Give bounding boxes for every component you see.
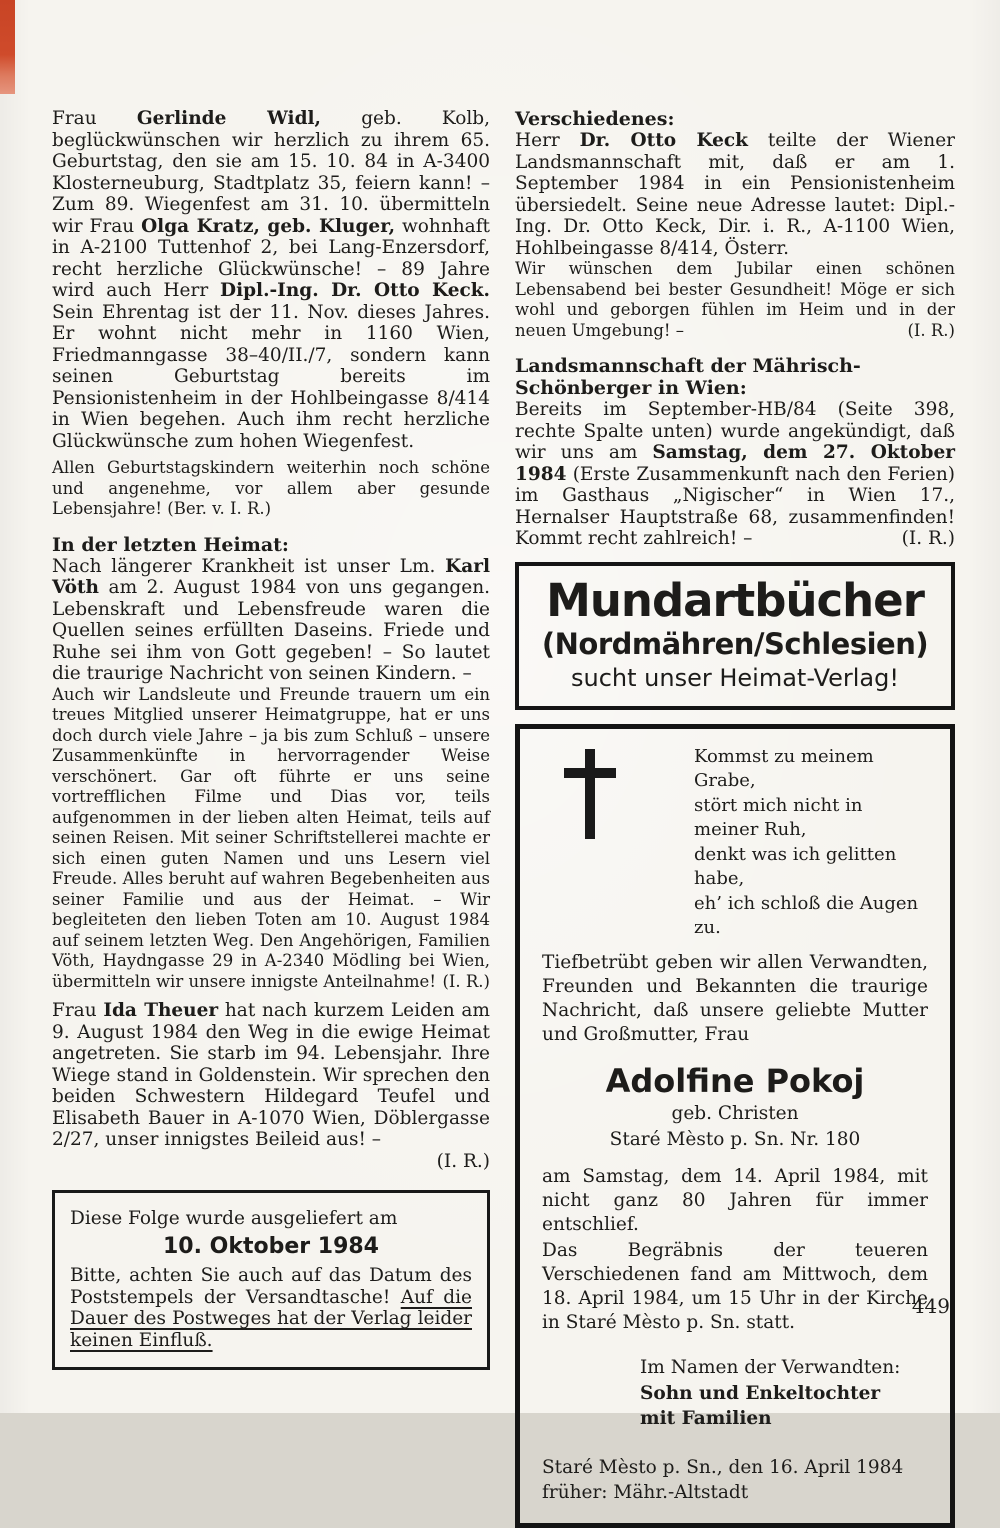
obituary-intro: Tiefbetrübt geben wir allen Verwandten, Freunden und Bekannten die traurige Nachricht, daß unsere geliebte Mutter und Großmutter, Frau [542,951,928,1045]
paragraph-meeting-announcement: Bereits im September-HB/84 (Seite 398, rechte Spalte unten) wurde angekündigt, daß wir uns am Samstag, dem 27. Oktober 1984 (Erste Zusammenkunft nach den Ferien) im Gasthaus „Nigischer“ in Wien 17., Hernalser Hauptstraße 68, zusammenfinden! Kommt recht zahlreich! – [515,399,955,549]
paragraph-birthday-announcements: Frau Gerlinde Widl, geb. Kolb, beglückwünschen wir herzlich zu ihrem 65. Geburtstag, den sie am 15. 10. 84 in A-3400 Klosterneuburg, Stadtplatz 35, feiern kann! – Zum 89. Wiegenfest am 31. 10. übermitteln wir Frau Olga Kratz, geb. Kluger, wohnhaft in A-2100 Tuttenhof 2, bei Lang-Enzersdorf, recht herzliche Glückwünsche! – 89 Jahre wird auch Herr Dipl.-Ing. Dr. Otto Keck. Sein Ehrentag ist der 11. Nov. dieses Jahres. Er wohnt nicht mehr in 1160 Wien, Friedmanngasse 38–40/II./7, sondern kann seinen Geburtstag bereits im Pensionistenheim in der Hohlbeingasse 8/414 in Wien begehen. Auch ihm recht herzliche Glückwünsche zum hohen Wiegenfest. [52,108,490,452]
latin-cross-icon [564,749,616,839]
obituary-place-date [542,1455,928,1505]
paragraph-karl-voeth-detail: Auch wir Landsleute und Freunde trauern um ein treues Mitglied unserer Heimatgruppe, hat er uns doch durch viele Jahre – ja bis zum Schluß – unsere Zusammenkünfte in hervorragender Weise verschönert. Gar oft führte er uns seine vortrefflichen Filme und Dias vor, teils aufgenommen in der lieben alten Heimat, teils auf seinen Reisen. Mit seiner Schriftstellerei machte er sich einen guten Namen und uns Lesern viel Freude. Alles beruht auf wahren Begebenheiten aus seiner Familie und aus der Heimat. – Wir begleiteten den lieben Toten am 10. August 1984 auf seinem letzten Weg. Den Angehörigen, Familien Vöth, Haydngasse 29 in A-2340 Mödling bei Wien, übermitteln wir unsere innigste Anteilnahme! [52,684,490,991]
ad-title: Mundartbücher [546,573,924,627]
paragraph-karl-voeth-obituary: Nach längerer Krankheit ist unser Lm. Karl Vöth am 2. August 1984 von uns gegangen. Lebenskraft und Lebensfreude waren die Quellen seines erfüllten Daseins. Friede und Ruhe sei ihm von Gott gegeben! – So lautet die traurige Nachricht von seinen Kindern. – [52,555,490,684]
signature-initials-theuer: (I. R.) [436,1150,490,1172]
right-column [515,108,955,1528]
section-heading-landsmannschaft: Landsmannschaft der Mährisch-Schönberger in Wien: [515,355,861,399]
obituary-header [542,745,928,941]
paragraph-ida-theuer-obituary: Frau Ida Theuer hat nach kurzem Leiden am 9. August 1984 den Weg in die ewige Heimat angetreten. Sie starb im 94. Lebensjahr. Ihre Wiege stand in Goldenstein. Wir sprechen den beiden Schwestern Hildegard Teufel und Elisabeth Bauer in A-1070 Wien, Döblergasse 2/27, unser innigstes Beileid aus! – [52,1000,490,1150]
deceased-address: Staré Mèsto p. Sn. Nr. 180 [609,1128,861,1150]
obituary-notice-box [515,724,955,1528]
signature-initials-meeting: (I. R.) [901,528,955,549]
page-number: 449 [911,1294,950,1318]
paragraph-birthday-wishes: Allen Geburtstagskindern weiterhin noch schöne und angenehme, vor allem aber gesunde Lebensjahre! (Ber. v. I. R.) [52,458,490,518]
ad-subtitle: (Nordmähren/Schlesien) [541,626,929,661]
delivery-notice-intro: Diese Folge wurde ausgeliefert am [70,1208,398,1229]
section-heading-verschiedenes: Verschiedenes: [515,108,675,130]
obituary-place-date-line: Staré Mèsto p. Sn., den 16. April 1984 [542,1456,904,1478]
deceased-maiden-name: geb. Christen [671,1102,799,1124]
deceased-name: Adolfine Pokoj [605,1061,865,1100]
delivery-notice-box [52,1190,490,1370]
obituary-former-name: früher: Mähr.-Altstadt [542,1481,749,1503]
mundartbuecher-ad-box [515,562,955,710]
left-column [52,108,490,1370]
delivery-notice-body: Bitte, achten Sie auch auf das Datum des Poststempels der Versandtasche! Auf die Dauer des Postweges hat der Verlag leider keinen Einfluß. [70,1265,472,1351]
obituary-death-statement: am Samstag, dem 14. April 1984, mit nicht ganz 80 Jahren für immer entschlief. [542,1165,928,1235]
grave-verse: Kommst zu meinem Grabe, stört mich nicht in meiner Ruh, denkt was ich gelitten habe, eh’ ich schloß die Augen zu. [694,745,919,938]
paragraph-keck-wishes: Wir wünschen dem Jubilar einen schönen Lebensabend bei bester Gesundheit! Möge er sich wohl und geborgen fühlen im Heim und in der neuen Umgebung! – [515,259,955,340]
obituary-funeral-statement: Das Begräbnis der teueren Verschiedenen fand am Mittwoch, dem 18. April 1984, um 15 Uhr in der Kirche in Staré Mèsto p. Sn. statt. [542,1239,928,1333]
signature-initials-voeth: (I. R.) [442,971,490,991]
delivery-date: 10. Oktober 1984 [162,1234,379,1259]
red-ink-mark [0,0,15,94]
obituary-on-behalf: Im Namen der Verwandten: [640,1356,901,1378]
obituary-signers-line2: mit Familien [640,1407,772,1429]
section-heading-in-der-letzten-heimat: In der letzten Heimat: [52,533,289,556]
paragraph-keck-address-change: Herr Dr. Otto Keck teilte der Wiener Landsmannschaft mit, daß er am 1. September 1984 in ein Pensionistenheim übersiedelt. Seine neue Adresse lautet: Dipl.-Ing. Dr. Otto Keck, Dir. i. R., A-1100 Wien, Hohlbeingasse 8/414, Österr. [515,130,955,259]
signature-initials-keck: (I. R.) [907,320,955,340]
ad-tagline: sucht unser Heimat-Verlag! [571,663,899,692]
obituary-signers-line1: Sohn und Enkeltochter [640,1382,881,1404]
